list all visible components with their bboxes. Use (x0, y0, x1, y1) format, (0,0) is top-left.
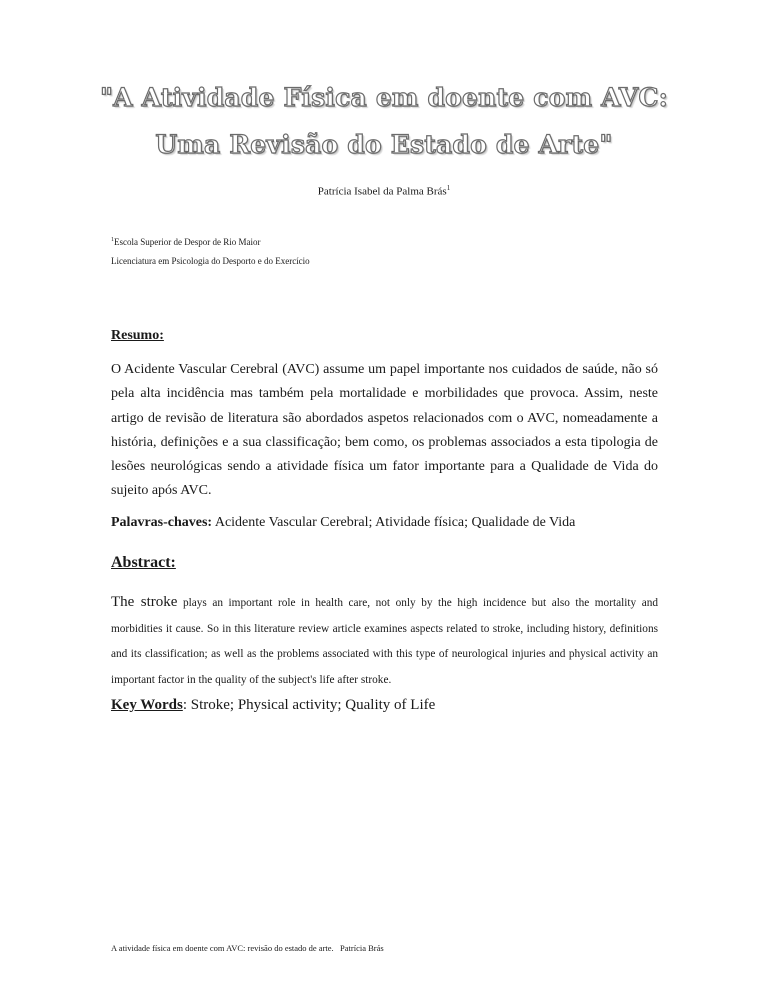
resumo-body: O Acidente Vascular Cerebral (AVC) assume um papel importante nos cuidados de saúde, não só pela alta incidência mas também pela mortalidade e morbilidades que provoca. Assim, neste artigo de revisão de literatura são abordados aspetos relacionados com o AVC, nomeadamente a história, definições e a sua classificação; bem como, os problemas associados a esta tipologia de lesões neurológicas sendo a atividade física um fator importante para a Qualidade de Vida do sujeito após AVC. (111, 362, 658, 499)
footer-title: A atividade física em doente com AVC: revisão do estado de arte. (111, 943, 334, 953)
resumo-heading: Resumo: (111, 328, 164, 343)
keywords-en-values: : Stroke; Physical activity; Quality of Life (182, 697, 436, 713)
abstract-lead: The stroke (111, 594, 178, 610)
page-footer (111, 943, 384, 953)
author-affiliation-marker: 1 (446, 184, 451, 192)
paper-title-line-1: "A Atividade Física em doente com AVC: (99, 83, 669, 112)
paper-title-line-2: Uma Revisão do Estado de Arte" (155, 130, 613, 159)
footer-author: Patrícia Brás (340, 943, 384, 953)
author-name: Patrícia Isabel da Palma Brás (317, 185, 447, 198)
keywords-pt-label: Palavras-chaves: (111, 515, 213, 530)
affiliation-course: Licenciatura em Psicologia do Desporto e do Exercício (111, 256, 310, 266)
affiliation-marker: 1 (111, 237, 114, 243)
abstract-text: plays an important role in health care, not only by the high incidence but also the mortality and morbidities it cause. So in this literature review article examines aspects related to stroke, including history, definitions and its classification; as well as the problems associated with this type of neurological injuries and physical activity an important factor in the quality of the subject's life after stroke. (111, 597, 659, 687)
institution-name: Escola Superior de Despor de Rio Maior (114, 237, 261, 247)
author-line (0, 184, 768, 198)
abstract-body (111, 590, 658, 694)
keywords-en-label: Key Words (111, 697, 183, 713)
abstract-heading: Abstract: (111, 554, 176, 571)
affiliation-institution (111, 237, 260, 247)
keywords-pt-values: Acidente Vascular Cerebral; Atividade física; Qualidade de Vida (214, 515, 576, 530)
keywords-en (111, 697, 435, 714)
keywords-pt (111, 515, 575, 531)
